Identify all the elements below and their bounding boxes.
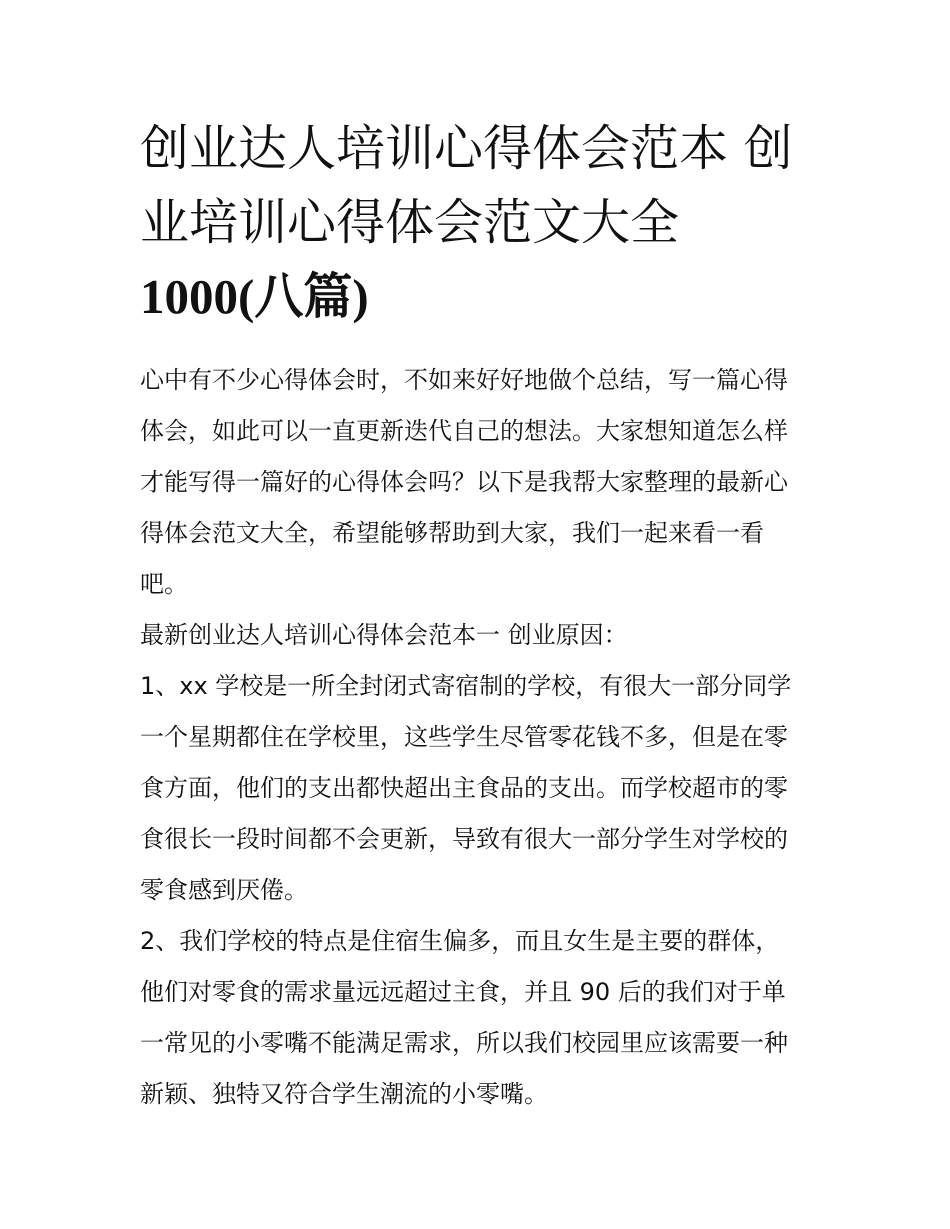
point-2-line-3: 一常见的小零嘴不能满足需求，所以我们校园里应该需要一种 — [140, 1029, 788, 1057]
intro-line-3: 才能写得一篇好的心得体会吗？以下是我帮大家整理的最新心 — [140, 468, 788, 496]
title-line-2: 业培训心得体会范文大全 — [140, 194, 680, 251]
point-1-line-1: 1、xx 学校是一所全封闭式寄宿制的学校，有很大一部分同学 — [140, 672, 792, 700]
point-1-line-3: 食方面，他们的支出都快超出主食品的支出。而学校超市的零 — [140, 774, 788, 802]
intro-line-2: 体会，如此可以一直更新迭代自己的想法。大家想知道怎么样 — [140, 417, 788, 445]
title-line-1: 创业达人培训心得体会范本 创 — [140, 120, 793, 177]
title-line-3: 1000(八篇) — [140, 269, 369, 324]
point-2-line-1: 2、我们学校的特点是住宿生偏多，而且女生是主要的群体， — [140, 927, 780, 955]
point-1-line-5: 零食感到厌倦。 — [140, 876, 308, 904]
section-heading: 最新创业达人培训心得体会范本一 创业原因： — [140, 621, 628, 649]
point-2-line-4: 新颖、独特又符合学生潮流的小零嘴。 — [140, 1080, 548, 1108]
document-body — [140, 355, 830, 1120]
intro-line-4: 得体会范文大全，希望能够帮助到大家，我们一起来看一看 — [140, 519, 764, 547]
intro-line-5: 吧。 — [140, 570, 188, 598]
point-1-line-4: 食很长一段时间都不会更新，导致有很大一部分学生对学校的 — [140, 825, 788, 853]
document-title — [140, 112, 820, 334]
intro-line-1: 心中有不少心得体会时，不如来好好地做个总结，写一篇心得 — [140, 366, 788, 394]
point-1-line-2: 一个星期都住在学校里，这些学生尽管零花钱不多，但是在零 — [140, 723, 788, 751]
point-2-line-2: 他们对零食的需求量远远超过主食，并且 90 后的我们对于单 — [140, 978, 786, 1006]
